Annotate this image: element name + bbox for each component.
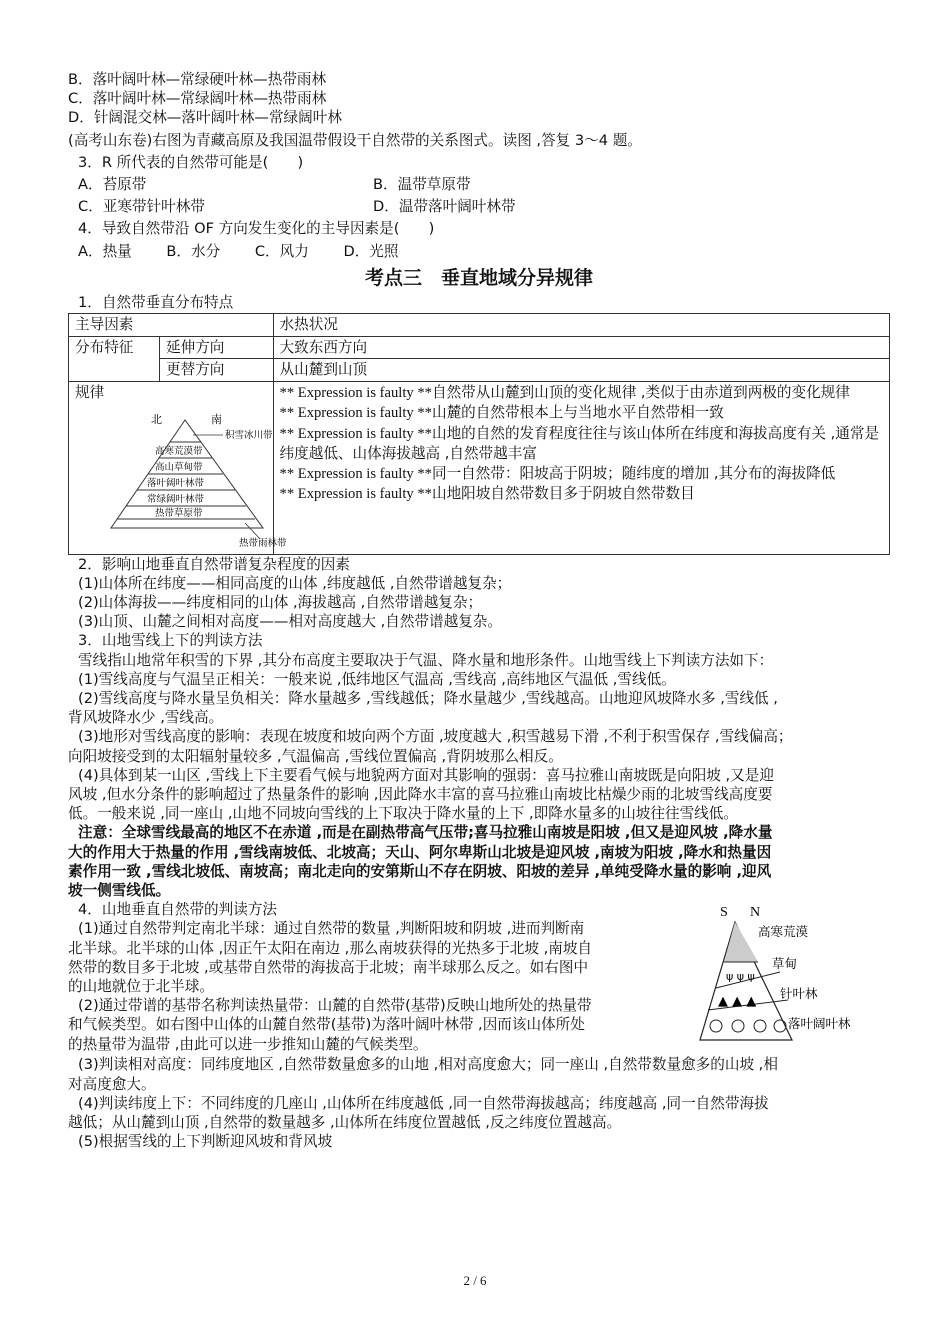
- vertical-zone-table: [68, 313, 890, 555]
- s2-item: (1)山体所在纬度——相同高度的山体 ,纬度越低 ,自然带谱越复杂；: [78, 574, 512, 592]
- faulty-expression: ** Expression is faulty **: [279, 465, 432, 482]
- table-row: [69, 336, 890, 359]
- s3-paragraph: (3)地形对雪线高度的影响：表现在坡度和坡向两个方面 ,坡度越大 ,积雪越易下滑 ,不利于积雪保存 ,雪线偏高；: [78, 728, 793, 746]
- s4-paragraph-cont: 的山地就位于北半球。: [68, 978, 214, 995]
- band-desert: 高寒荒漠带: [155, 446, 203, 457]
- broadleaf-tree-icon: [754, 1020, 766, 1032]
- s3-paragraph: (2)雪线高度与降水量呈负相关：降水量越多 ,雪线越低；降水量越少 ,雪线越高。山地迎风坡降水多 ,雪线低 ,: [78, 689, 778, 707]
- broadleaf-tree-icon: [732, 1020, 744, 1032]
- s3-paragraph-cont: 风坡 ,但水分条件的影响超过了热量条件的影响 ,因此降水丰富的喜马拉雅山南坡比枯燥少雨的北坡雪线高度要: [68, 785, 773, 803]
- s2-item: (2)山体海拔——纬度相同的山体 ,海拔越高 ,自然带谱越复杂；: [78, 593, 483, 611]
- table-cell-sublabel: 更替方向: [160, 359, 274, 382]
- q3-option-b: B．温带草原带: [373, 176, 471, 194]
- s4-paragraph-cont: 北半球。北半球的山体 ,因正午太阳在南边 ,那么南坡获得的光热多于北坡 ,南坡自: [68, 939, 593, 957]
- table-cell-label: 分布特征: [69, 336, 160, 381]
- s4-text: [68, 900, 680, 1055]
- q4-option-a: A．热量: [78, 242, 132, 260]
- conifer-icon: ▲ ▲ ▲: [718, 994, 757, 1010]
- s3-note-cont: 坡一侧雪线低。: [68, 881, 171, 899]
- rule-5: 山地阳坡自然带数目多于阴坡自然带数目: [431, 485, 695, 503]
- s4-paragraph: (4)判读纬度上下：不同纬度的几座山 ,山体所在纬度越低 ,同一自然带海拔越高；纬度越高 ,同一自然带海拔: [78, 1094, 769, 1112]
- table-cell-label: 主导因素: [69, 314, 274, 337]
- s4-paragraph-cont: 越低；从山麓到山顶 ,自然带的数量越多 ,山体所在纬度位置越低 ,反之纬度位置越高。: [68, 1114, 622, 1131]
- document-page: [68, 70, 890, 1151]
- s3-note-cont: 素作用一致 ,雪线北坡低、南坡高；南北走向的安第斯山不存在阴坡、阳坡的差异 ,单纯受降水量的影响 ,迎风: [68, 862, 772, 880]
- s3-note: 注意：全球雪线最高的地区不在赤道 ,而是在副热带高气压带;喜马拉雅山南坡是阳坡 ,但又是迎风坡 ,降水量: [78, 824, 773, 842]
- s3-paragraph-cont: 背风坡降水少 ,雪线高。: [68, 709, 224, 727]
- rule-4: 同一自然带：阳坡高于阴坡；随纬度的增加 ,其分布的海拔降低: [431, 464, 836, 482]
- band-meadow: 高山草甸带: [155, 462, 203, 473]
- q3-option-a: A．苔原带: [78, 176, 147, 194]
- s4-paragraph-cont: 然带的数目多于北坡 ,或基带自然带的海拔高于北坡；南半球那么反之。如右图中: [68, 958, 589, 976]
- s3-paragraph: (1)雪线高度与气温呈正相关：一般来说 ,低纬地区气温高 ,雪线高 ,高纬地区气温低 ,雪线低。: [78, 670, 676, 688]
- option-c: C．落叶阔叶林—常绿阔叶林—热带雨林: [68, 90, 327, 108]
- q3-options-row1: [68, 175, 890, 194]
- s1-heading: 1．自然带垂直分布特点: [78, 293, 234, 311]
- q3-option-c: C．亚寒带针叶林带: [78, 198, 205, 216]
- s3-intro: 雪线指山地常年积雪的下界 ,其分布高度主要取决于气温、降水量和地形条件。山地雪线上下判读方法如下：: [78, 651, 774, 669]
- s4-paragraph-cont: 和气候类型。如右图中山体的山麓自然带(基带)为落叶阔叶林带 ,因而该山体所处: [68, 1016, 585, 1034]
- band-snow: 积雪冰川带: [225, 430, 273, 441]
- s3-paragraph-cont: 向阳坡接受到的太阳辐射量较多 ,气温偏高 ,雪线位置偏高 ,背阴坡那么相反。: [68, 747, 563, 765]
- broadleaf-tree-icon: [710, 1020, 722, 1032]
- option-d: D．针阔混交林—落叶阔叶林—常绿阔叶林: [68, 109, 342, 127]
- mountain-zone-diagram: [75, 406, 307, 561]
- s4-paragraph: (1)通过自然带判定南北半球：通过自然带的数量 ,判断阳坡和阴坡 ,进而判断南: [78, 920, 585, 938]
- table-cell-label: 规律: [75, 383, 105, 401]
- q3-options-row2: [68, 197, 890, 216]
- leader-line: [245, 523, 260, 539]
- table-cell-diagram: [69, 381, 287, 554]
- figure-label-conifer: 针叶林: [780, 987, 818, 1002]
- rule-1: 自然带从山麓到山顶的变化规律 ,类似于由赤道到两极的变化规律: [431, 383, 850, 401]
- band-rainforest: 热带雨林带: [239, 538, 287, 549]
- diagram-south-label: 南: [211, 413, 222, 426]
- mountain-slope-figure: [680, 900, 890, 1050]
- s3-note-cont: 大的作用大于热量的作用 ,雪线南坡低、北坡高；天山、阿尔卑斯山北坡是迎风坡 ,南坡为阳坡 ,降水和热量因: [68, 843, 772, 861]
- band-savanna: 热带草原带: [155, 508, 203, 519]
- s4-figure: [680, 900, 890, 1055]
- page-number: 2 / 6: [463, 1273, 487, 1288]
- broadleaf-tree-icon: [774, 1020, 786, 1032]
- s4-heading: 4．山地垂直自然带的判读方法: [78, 901, 278, 919]
- faulty-expression: ** Expression is faulty **: [279, 405, 432, 422]
- figure-label-meadow: 草甸: [772, 957, 798, 972]
- q3-option-d: D．温带落叶阔叶林带: [373, 198, 516, 216]
- s4-block: [68, 900, 890, 1055]
- rules-cell: [273, 381, 889, 554]
- figure-s-label: S: [720, 905, 728, 921]
- faulty-expression: ** Expression is faulty **: [279, 425, 432, 442]
- s4-paragraph-cont: 的热量带为温带 ,由此可以进一步推知山麓的气候类型。: [68, 1035, 428, 1053]
- figure-label-desert: 高寒荒漠: [758, 925, 809, 940]
- band-deciduous: 落叶阔叶林带: [147, 478, 205, 489]
- s2-heading: 2．影响山地垂直自然带谱复杂程度的因素: [78, 555, 350, 573]
- q4-option-d: D．光照: [343, 242, 399, 260]
- question-intro: (高考山东卷)右图为青藏高原及我国温带假设干自然带的关系图式。读图 ,答复 3～4 题。: [68, 131, 642, 149]
- q3-stem: 3．R 所代表的自然带可能是( ): [78, 153, 304, 171]
- s2-item: (3)山顶、山麓之间相对高度——相对高度越大 ,自然带谱越复杂。: [78, 613, 502, 631]
- s4-paragraph: (2)通过带谱的基带名称判读热量带：山麓的自然带(基带)反映山地所处的热量带: [78, 997, 592, 1015]
- table-row: [69, 381, 890, 554]
- table-cell-value: 大致东西方向: [273, 336, 889, 359]
- s3-paragraph-cont: 低。一般来说 ,同一座山 ,山地不同坡向雪线的上下取决于降水量的上下 ,即降水量多的山坡往往雪线低。: [68, 805, 738, 823]
- figure-n-label: N: [750, 905, 761, 921]
- diagram-north-label: 北: [151, 413, 162, 426]
- faulty-expression: ** Expression is faulty **: [279, 384, 432, 401]
- s3-heading: 3．山地雪线上下的判读方法: [78, 632, 263, 650]
- table-cell-value: 水热状况: [273, 314, 889, 337]
- table-cell-value: 从山麓到山顶: [273, 359, 889, 382]
- table-row: [69, 314, 890, 337]
- table-row: [69, 359, 890, 382]
- table-cell-sublabel: 延伸方向: [160, 336, 274, 359]
- q4-option-c: C．风力: [254, 242, 309, 260]
- option-b: B．落叶阔叶林—常绿硬叶林—热带雨林: [68, 71, 327, 88]
- q4-option-b: B．水分: [166, 242, 221, 260]
- q4-stem: 4．导致自然带沿 OF 方向发生变化的主导因素是( ): [78, 220, 435, 238]
- figure-label-deciduous: 落叶阔叶林: [788, 1017, 851, 1032]
- rule-2: 山麓的自然带根本上与当地水平自然带相一致: [431, 404, 724, 422]
- s4-paragraph-cont: 对高度愈大。: [68, 1075, 156, 1093]
- s3-paragraph: (4)具体到某一山区 ,雪线上下主要看气候与地貌两方面对其影响的强弱：喜马拉雅山南坡既是向阳坡 ,又是迎: [78, 766, 774, 784]
- s4-paragraph: (3)判读相对高度：同纬度地区 ,自然带数量愈多的山地 ,相对高度愈大；同一座山 ,自然带数量愈多的山坡 ,相: [78, 1056, 778, 1074]
- grass-icon: ψ ψ ψ: [726, 970, 755, 984]
- section-title: 考点三 垂直地域分异规律: [364, 266, 593, 289]
- rule-3: 山地的自然的发育程度往往与该山体所在纬度和海拔高度有关 ,通常是纬度越低、山体海拔越高 ,自然带越丰富: [279, 424, 880, 463]
- band-evergreen: 常绿阔叶林带: [147, 494, 205, 505]
- q4-options: [68, 242, 890, 261]
- faulty-expression: ** Expression is faulty **: [279, 486, 432, 503]
- s4-paragraph: (5)根据雪线的上下判断迎风坡和背风坡: [78, 1133, 333, 1151]
